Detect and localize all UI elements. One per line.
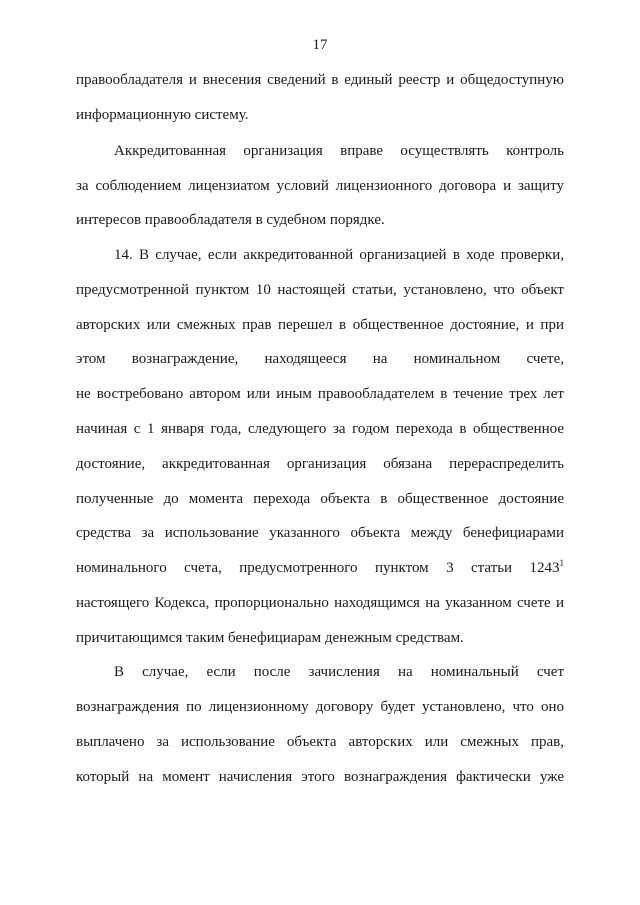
text-line: начиная с 1 января года, следующего за годом перехода в общественное [76,421,564,437]
text-line: настоящего Кодекса, пропорционально находящимся на указанном счете и [76,595,564,611]
text-line: выплачено за использование объекта авторских или смежных прав, [76,734,564,750]
text-line: вознаграждения по лицензионному договору будет установлено, что оно [76,699,564,715]
text-line: полученные до момента перехода объекта в общественное достояние [76,491,564,507]
text-line: авторских или смежных прав перешел в общественное достояние, и при [76,317,564,333]
text-line: не востребовано автором или иным правообладателем в течение трех лет [76,386,564,402]
text-line-body: номинального счета, предусмотренного пунктом 3 статьи 1243 [76,560,560,576]
text-line-with-superscript [76,559,564,577]
text-line: информационную систему. [76,107,249,123]
text-line: Аккредитованная организация вправе осуществлять контроль [114,143,564,159]
text-line: средства за использование указанного объекта между бенефициарами [76,525,564,541]
text-line: который на момент начисления этого вознаграждения фактически уже [76,769,564,785]
text-line: за соблюдением лицензиатом условий лицензионного договора и защиту [76,178,564,194]
text-line: этом вознаграждение, находящееся на номинальном счете, [76,351,564,367]
text-line: интересов правообладателя в судебном порядке. [76,212,385,228]
text-line: В случае, если после зачисления на номинальный счет [114,664,564,680]
text-line: 14. В случае, если аккредитованной организацией в ходе проверки, [114,247,564,263]
page-number: 17 [312,37,328,53]
text-line: достояние, аккредитованная организация обязана перераспределить [76,456,564,472]
superscript: 1 [559,558,564,568]
text-line: правообладателя и внесения сведений в единый реестр и общедоступную [76,72,564,88]
text-line: предусмотренной пунктом 10 настоящей статьи, установлено, что объект [76,282,564,298]
text-line: причитающимся таким бенефициарам денежным средствам. [76,630,464,646]
